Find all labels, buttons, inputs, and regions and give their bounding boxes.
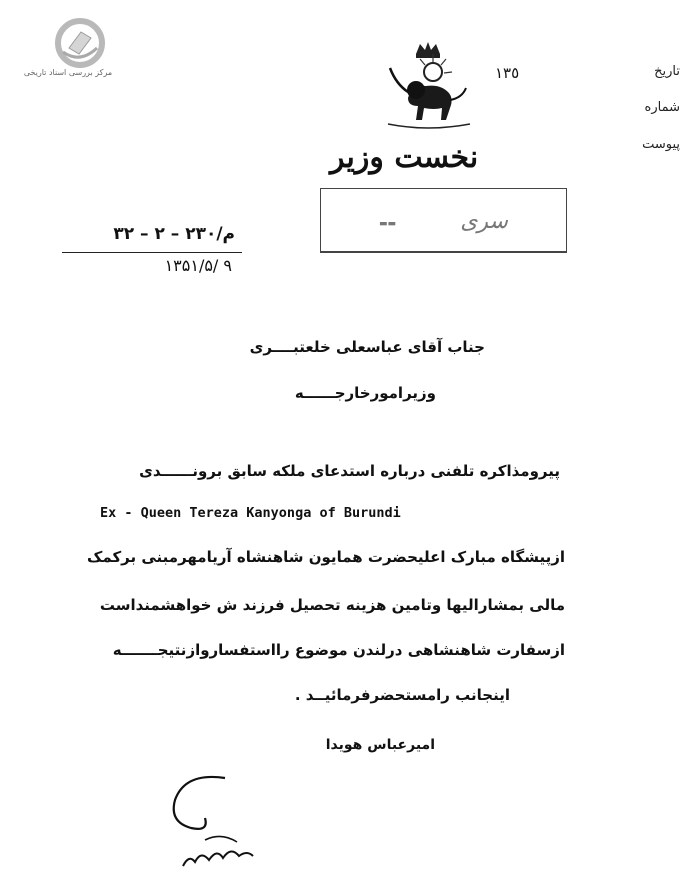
signer-name: امیرعباس هویدا	[325, 737, 435, 753]
body-line-5: اینجانب رامستحضرفرمائیــد .	[294, 686, 510, 704]
archive-logo-icon	[55, 18, 105, 68]
date-label: تاریخ	[654, 64, 680, 79]
addressee-title: وزیرامورخارجــــــه	[294, 384, 436, 402]
body-line-2: ازپیشگاه مبارک اعلیحضرت همایون شاهنشاه آریامهرمبنی برکمک	[87, 548, 565, 566]
classification-stamp	[320, 188, 567, 253]
reference-divider	[62, 252, 242, 253]
body-line-4: ازسفارت شاهنشاهی درلندن موضوع رااستفساروازنتیجـــــــه	[112, 641, 565, 659]
body-english-line: Ex - Queen Tereza Kanyonga of Burundi	[100, 505, 401, 521]
archive-caption: مرکز بررسی اسناد تاریخی	[23, 68, 113, 77]
page-number: ١٣٥	[495, 64, 520, 82]
reference-date: ١٣۵١/۵/ ٩	[164, 256, 232, 275]
handwritten-signature-icon	[165, 770, 315, 880]
stamp-mark-icon: ▬▬	[378, 219, 396, 229]
number-label: شماره	[644, 100, 680, 115]
addressee-name: جناب آقای عباسعلی خلعتبــــری	[249, 338, 485, 356]
attachment-label: پیوست	[642, 137, 680, 152]
stamp-word: سری	[460, 209, 508, 234]
body-line-1: پیرومذاکره تلفنی درباره استدعای ملکه سابق برونــــــدی	[139, 462, 560, 480]
office-title: نخست وزیر	[330, 140, 479, 175]
reference-number: م/٢٣٠ – ٢ – ٣٢	[113, 224, 235, 244]
lion-and-sun-emblem-icon	[378, 40, 478, 130]
body-line-3: مالی بمشارالیها وتامین هزینه تحصیل فرزند ش خواهشمنداست	[99, 596, 565, 614]
